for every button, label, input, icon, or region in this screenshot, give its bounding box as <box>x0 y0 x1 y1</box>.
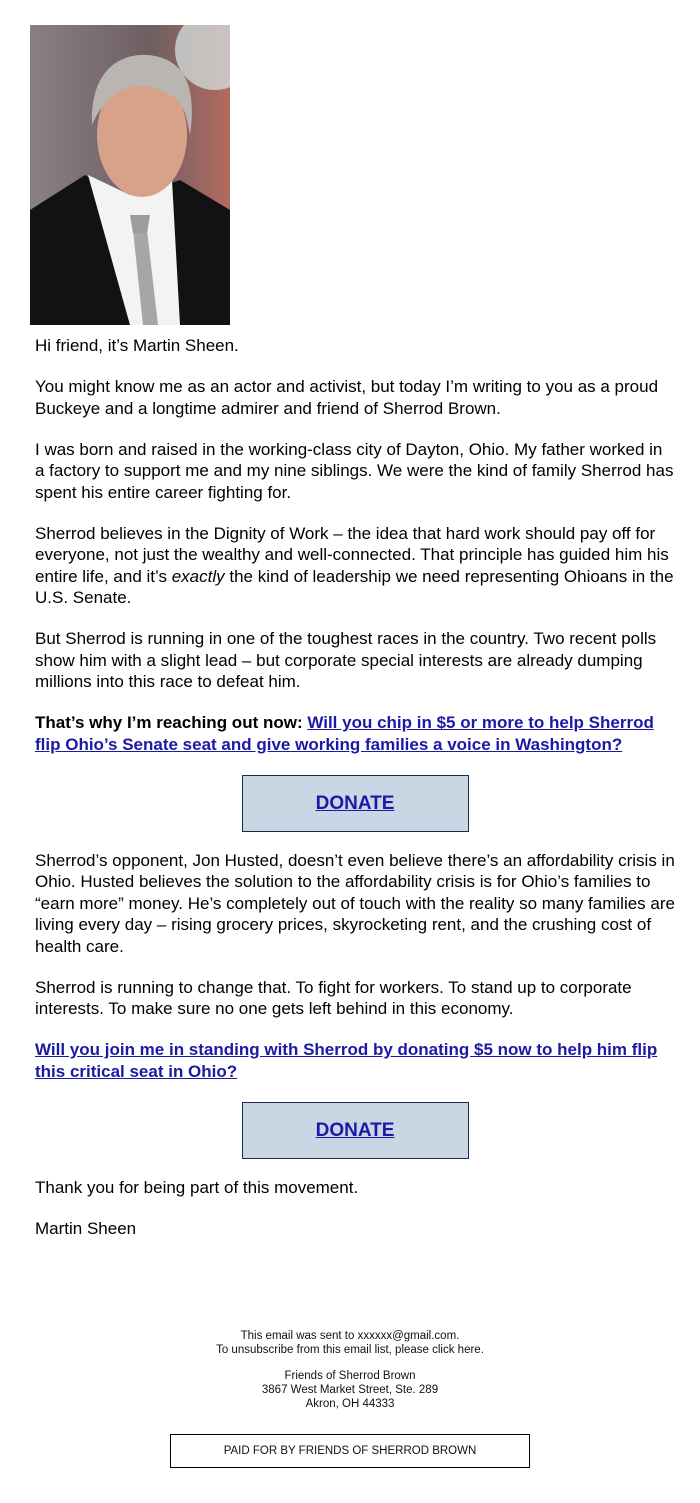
email-footer <box>0 1329 700 1423</box>
paragraph-background: I was born and raised in the working-class city of Dayton, Ohio. My father worked in a factory to support me and my nine siblings. We were the kind of family Sherrod has spent his entire career fighting for. <box>35 439 674 502</box>
paragraph-opponent: Sherrod’s opponent, Jon Husted, doesn’t even believe there’s an affordability crisis in Ohio. Husted believes the solution to the affordability crisis is for Ohio’s families to “earn more” money. He’s completely out of touch with the reality so many families are living every day – rising grocery prices, skyrocketing rent, and the crushing cost of health care. <box>35 850 675 956</box>
paragraph-dignity-of-work: Sherrod believes in the Dignity of Work – the idea that hard work should pay off for everyone, not just the wealthy and well-connected. That principle has guided him his entire life, and it’s exactly the kind of leadership we need representing Ohioans in the U.S. Senate. <box>35 523 674 607</box>
donate-button-wrap-2 <box>35 1102 675 1159</box>
email-body <box>35 335 675 1259</box>
ask-paragraph-2 <box>35 1039 675 1082</box>
portrait-photo <box>30 25 230 325</box>
address-line-2: Akron, OH 44333 <box>305 1398 395 1410</box>
signature: Martin Sheen <box>35 1218 137 1238</box>
ask-lead: That’s why I’m reaching out now: <box>35 713 308 732</box>
address-line-1: 3867 West Market Street, Ste. 289 <box>261 1384 439 1396</box>
paragraph-change: Sherrod is running to change that. To fight for workers. To stand up to corporate interests. To make sure no one gets left behind in this economy. <box>35 977 632 1018</box>
donate-button-2[interactable]: DONATE <box>242 1102 469 1159</box>
org-name: Friends of Sherrod Brown <box>284 1370 416 1382</box>
thank-you: Thank you for being part of this movement. <box>35 1177 359 1197</box>
paragraph-intro: You might know me as an actor and activist, but today I’m writing to you as a proud Buckeye and a longtime admirer and friend of Sherrod Brown. <box>35 377 659 418</box>
paid-for-disclaimer: PAID FOR BY FRIENDS OF SHERROD BROWN <box>170 1434 530 1468</box>
donate-button-1[interactable]: DONATE <box>242 775 469 832</box>
donate-link-2[interactable]: Will you join me in standing with Sherrod by donating $5 now to help him flip this critical seat in Ohio? <box>35 1040 658 1081</box>
emphasis: exactly <box>171 566 225 586</box>
paragraph-tough-race: But Sherrod is running in one of the toughest races in the country. Two recent polls show him with a slight lead – but corporate special interests are already dumping millions into this race to defeat him. <box>35 629 657 691</box>
unsubscribe-link[interactable]: To unsubscribe from this email list, please click here. <box>216 1344 484 1356</box>
donate-link-1[interactable]: Will you chip in $5 or more to help Sherrod flip Ohio’s Senate seat and give working families a voice in Washington? <box>35 713 654 754</box>
donate-button-wrap-1 <box>35 775 675 832</box>
greeting: Hi friend, it’s Martin Sheen. <box>35 336 239 355</box>
ask-paragraph-1 <box>35 712 675 755</box>
sent-to-text: This email was sent to xxxxxx@gmail.com. <box>240 1330 460 1342</box>
portrait-image <box>30 25 230 325</box>
